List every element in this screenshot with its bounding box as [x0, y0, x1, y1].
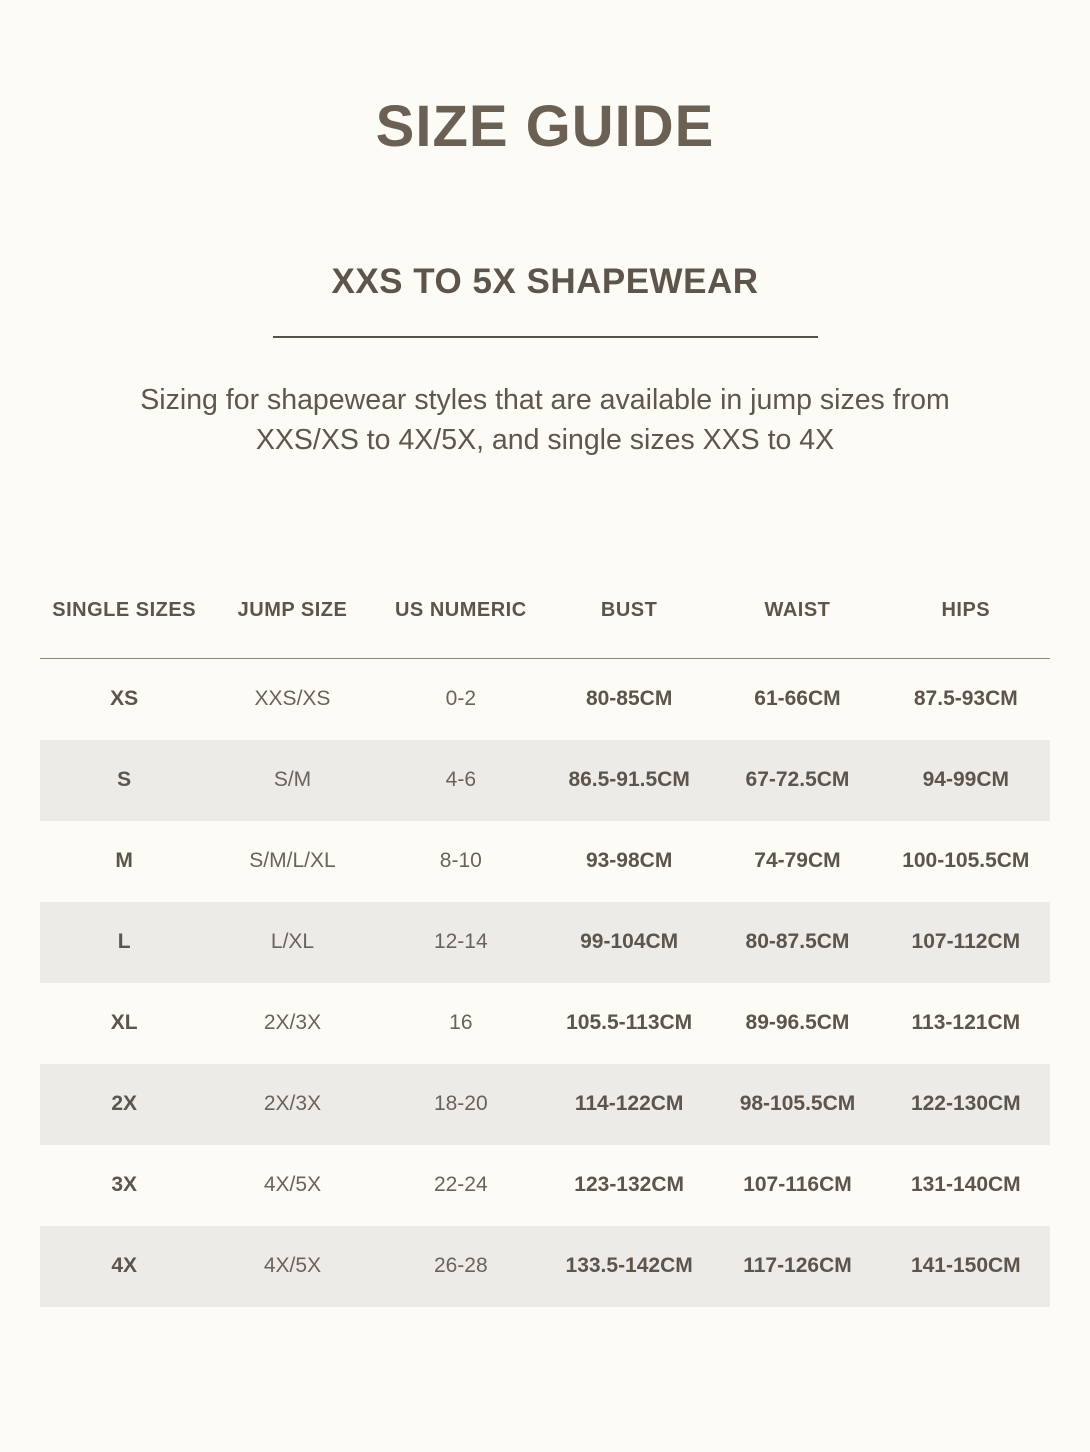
- cell-hips: 122-130CM: [910, 1092, 1021, 1116]
- cell-us-numeric: 22-24: [433, 1173, 488, 1197]
- cell-us-numeric: 12-14: [433, 930, 488, 954]
- cell-us-numeric: 18-20: [433, 1092, 488, 1116]
- cell-bust: 114-122CM: [574, 1092, 684, 1116]
- cell-bust: 123-132CM: [574, 1173, 685, 1197]
- cell-single-size: 3X: [111, 1173, 137, 1197]
- cell-single-size: S: [117, 768, 132, 792]
- cell-single-size: XS: [110, 687, 139, 711]
- table-row-xs: [40, 659, 1050, 740]
- cell-us-numeric: 4-6: [445, 768, 476, 792]
- cell-jump-size: 4X/5X: [263, 1254, 322, 1278]
- column-header-single-sizes: SINGLE SIZES: [40, 564, 208, 659]
- cell-us-numeric: 8-10: [439, 849, 482, 873]
- section-description: Sizing for shapewear styles that are available in jump sizes from XXS/XS to 4X/5X, and single sizes XXS to 4X: [140, 383, 950, 456]
- cell-waist: 89-96.5CM: [745, 1011, 850, 1035]
- cell-us-numeric: 16: [449, 1011, 473, 1035]
- cell-bust: 133.5-142CM: [565, 1254, 693, 1278]
- cell-single-size: M: [115, 849, 133, 873]
- cell-hips: 141-150CM: [910, 1254, 1021, 1278]
- cell-bust: 93-98CM: [585, 849, 673, 873]
- cell-hips: 94-99CM: [922, 768, 1009, 792]
- table-row-4x: [40, 1226, 1050, 1307]
- cell-jump-size: S/M/L/XL: [249, 849, 336, 873]
- cell-us-numeric: 26-28: [433, 1254, 488, 1278]
- size-guide-page: [0, 94, 1090, 1452]
- cell-jump-size: 4X/5X: [263, 1173, 322, 1197]
- cell-single-size: 4X: [111, 1254, 137, 1278]
- table-row-2x: [40, 1064, 1050, 1145]
- cell-hips: 113-121CM: [911, 1011, 1021, 1035]
- table-row-3x: [40, 1145, 1050, 1226]
- cell-waist: 80-87.5CM: [745, 930, 850, 954]
- cell-waist: 67-72.5CM: [745, 768, 850, 792]
- cell-hips: 107-112CM: [911, 930, 1021, 954]
- column-header-waist: WAIST: [713, 564, 881, 659]
- table-row-l: [40, 902, 1050, 983]
- cell-jump-size: S/M: [273, 768, 312, 792]
- cell-jump-size: XXS/XS: [254, 687, 331, 711]
- size-chart-table: [40, 564, 1050, 1307]
- cell-us-numeric: 0-2: [445, 687, 476, 711]
- table-header-row: [40, 564, 1050, 659]
- table-row-s: [40, 740, 1050, 821]
- subtitle-divider: [273, 336, 818, 338]
- table-row-m: [40, 821, 1050, 902]
- cell-hips: 131-140CM: [910, 1173, 1021, 1197]
- page-title: SIZE GUIDE: [375, 94, 715, 159]
- section-subtitle: XXS TO 5X SHAPEWEAR: [331, 261, 759, 301]
- table-row-xl: [40, 983, 1050, 1064]
- cell-hips: 100-105.5CM: [902, 849, 1030, 873]
- cell-waist: 117-126CM: [743, 1254, 852, 1278]
- cell-bust: 86.5-91.5CM: [568, 768, 690, 792]
- column-header-us-numeric: US NUMERIC: [377, 564, 545, 659]
- cell-bust: 80-85CM: [585, 687, 673, 711]
- cell-waist: 74-79CM: [754, 849, 841, 873]
- cell-jump-size: 2X/3X: [263, 1092, 322, 1116]
- cell-waist: 61-66CM: [754, 687, 841, 711]
- cell-waist: 98-105.5CM: [739, 1092, 856, 1116]
- cell-bust: 105.5-113CM: [566, 1011, 693, 1035]
- cell-bust: 99-104CM: [580, 930, 679, 954]
- cell-single-size: XL: [110, 1011, 138, 1035]
- cell-single-size: L: [117, 930, 131, 954]
- cell-waist: 107-116CM: [743, 1173, 852, 1197]
- cell-hips: 87.5-93CM: [913, 687, 1018, 711]
- cell-single-size: 2X: [111, 1092, 137, 1116]
- column-header-jump-size: JUMP SIZE: [208, 564, 376, 659]
- cell-jump-size: 2X/3X: [263, 1011, 322, 1035]
- column-header-bust: BUST: [545, 564, 713, 659]
- cell-jump-size: L/XL: [270, 930, 315, 954]
- column-header-hips: HIPS: [882, 564, 1050, 659]
